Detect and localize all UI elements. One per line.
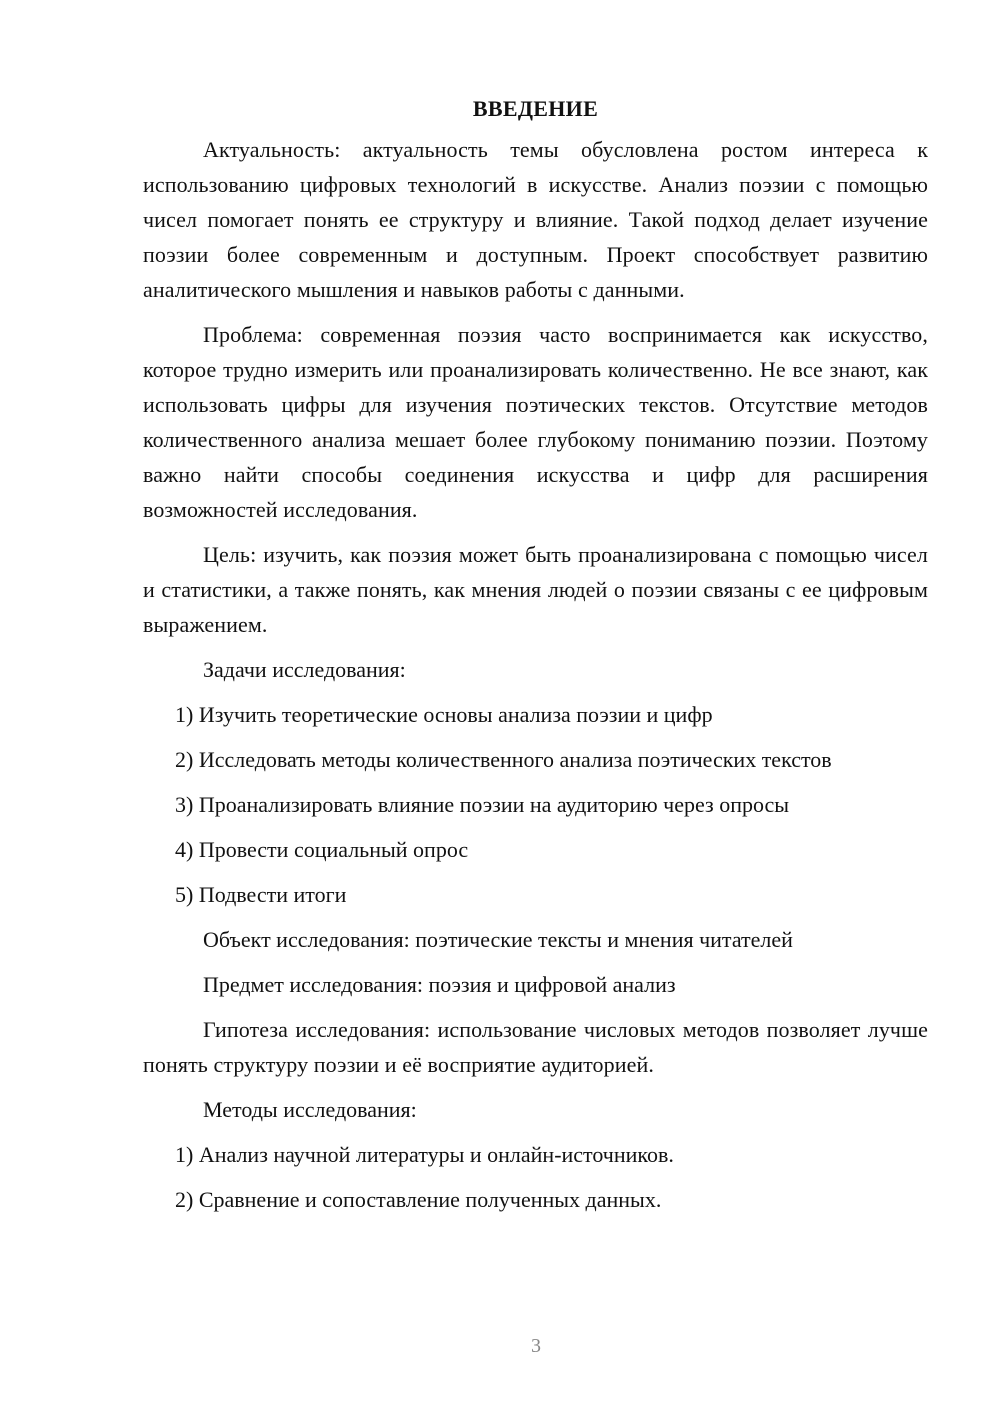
page-title: ВВЕДЕНИЕ [472, 96, 599, 121]
problem-paragraph: Проблема: современная поэзия часто воспринимается как искусство, которое трудно измерить или проанализировать количественно. Не все знают, как использовать цифры для изучения поэтических текстов. Отсутствие методов количественного анализа мешает более глубокому пониманию поэзии. Поэтому важно найти способы соединения искусства и цифр для расширения возможностей исследования. [143, 322, 928, 522]
list-item: 2) Исследовать методы количественного анализа поэтических текстов [175, 747, 832, 772]
list-item: 1) Изучить теоретические основы анализа поэзии и цифр [175, 702, 713, 727]
list-item: 5) Подвести итоги [175, 882, 347, 907]
tasks-list [143, 697, 928, 912]
hypothesis-paragraph: Гипотеза исследования: использование числовых методов позволяет лучше понять структуру поэзии и её восприятие аудиторией. [143, 1017, 928, 1077]
object-line: Объект исследования: поэтические тексты и мнения читателей [203, 927, 793, 952]
tasks-heading: Задачи исследования: [203, 657, 406, 682]
list-item: 2) Сравнение и сопоставление полученных данных. [175, 1187, 662, 1212]
subject-line: Предмет исследования: поэзия и цифровой анализ [203, 972, 676, 997]
list-item: 3) Проанализировать влияние поэзии на аудиторию через опросы [175, 792, 790, 817]
methods-heading: Методы исследования: [203, 1097, 417, 1122]
relevance-paragraph: Актуальность: актуальность темы обусловлена ростом интереса к использованию цифровых технологий в искусстве. Анализ поэзии с помощью чисел помогает понять ее структуру и влияние. Такой подход делает изучение поэзии более современным и доступным. Проект способствует развитию аналитического мышления и навыков работы с данными. [143, 137, 928, 302]
document-page [143, 92, 928, 1217]
methods-list [143, 1137, 928, 1217]
goal-paragraph: Цель: изучить, как поэзия может быть проанализирована с помощью чисел и статистики, а также понять, как мнения людей о поэзии связаны с ее цифровым выражением. [143, 542, 928, 637]
list-item: 1) Анализ научной литературы и онлайн-источников. [175, 1142, 674, 1167]
list-item: 4) Провести социальный опрос [175, 837, 469, 862]
page-number: 3 [531, 1335, 541, 1357]
